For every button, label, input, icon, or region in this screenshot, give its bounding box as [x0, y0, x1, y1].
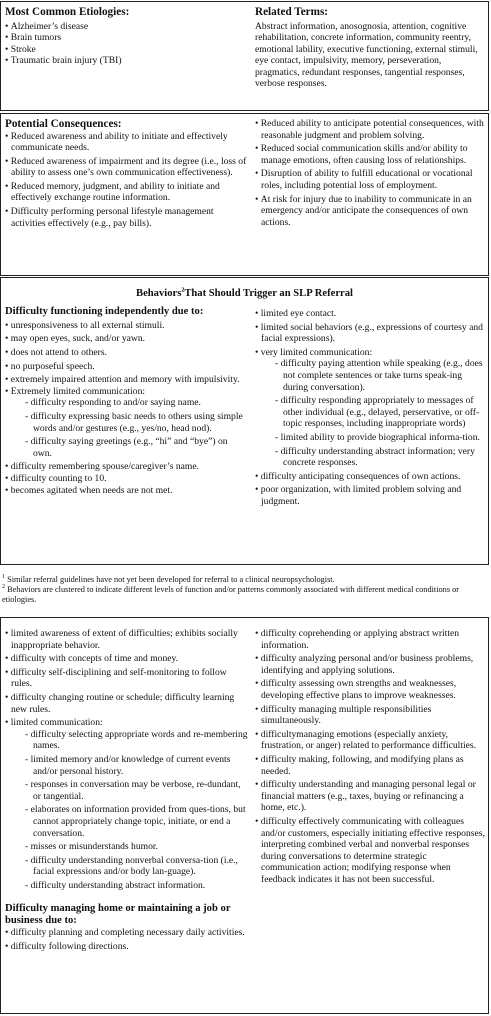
list-item: • difficulty with concepts of time and money. [5, 653, 248, 665]
list-item: • Brain tumors [5, 32, 241, 44]
list-item: • difficulty analyzing personal and/or business problems, identifying and applying solutions. [255, 653, 486, 676]
behaviors-right-column [255, 308, 486, 508]
sub-item: - responses in conversation may be verbose, re-dundant, or tangential. [5, 779, 248, 802]
list-item: • difficulty understanding and managing personal legal or financial matters (e.g., taxes, buying or refinancing a home, etc.). [255, 779, 486, 814]
list-item: • limited communication: [5, 717, 248, 729]
list-item: • At risk for injury due to inability to communicate in an emergency and/or anticipate the consequences of own actions. [255, 194, 485, 229]
list-item: • difficulty changing routine or schedule; difficulty learning new rules. [5, 692, 248, 715]
list-item: • unresponsiveness to all external stimuli. [5, 320, 248, 332]
list-item: • poor organization, with limited problem solving and judgment. [255, 484, 486, 507]
list-item: • Stroke [5, 44, 241, 56]
list-item: • Difficulty performing personal lifestyle management activities effectively (e.g., pay bills). [5, 206, 249, 229]
etiologies-heading: Most Common Etiologies: [5, 6, 130, 18]
sub-item: - difficulty expressing basic needs to others using simple words and/or gestures (e.g., yes/no, head nod). [5, 411, 248, 434]
section-heading-home-job: Difficulty managing home or maintaining a job or business due to: [5, 903, 231, 927]
list-item: • difficulty self-disciplining and self-monitoring to follow rules. [5, 667, 248, 690]
behaviors-box [0, 277, 489, 565]
list-item: • may open eyes, suck, and/or yawn. [5, 333, 248, 345]
list-item: • limited social behaviors (e.g., expressions of courtesy and facial expressions). [255, 322, 486, 345]
sub-item: - difficulty understanding abstract information; very concrete responses. [255, 446, 486, 469]
list-item: • Traumatic brain injury (TBI) [5, 55, 241, 67]
sub-item: - limited memory and/or knowledge of current events and/or personal history. [5, 754, 248, 777]
sub-item: - difficulty paying attention while speaking (e.g., does not complete sentences or take turns speak-ing during conversation). [255, 358, 486, 393]
list-item: • very limited communication: [255, 347, 486, 359]
sub-item: - misses or misunderstands humor. [5, 841, 248, 853]
lower-right-column [255, 628, 486, 885]
related-terms-column [255, 6, 485, 90]
consequences-box [0, 113, 489, 276]
list-item: • limited awareness of extent of difficulties; exhibits socially inappropriate behavior. [5, 628, 248, 651]
related-terms-text: Abstract information, anosognosia, attention, cognitive rehabilitation, concrete information, community reentry, emotional lability, executive functioning, external stimuli, eye contact, impulsivity, memory, perseveration, pragmatics, redundant responses, tangential responses, verbose responses. [255, 20, 478, 90]
list-item: • no purposeful speech. [5, 361, 248, 373]
list-item: • difficulty remembering spouse/caregiver’s name. [5, 461, 248, 473]
footnote-2: $^2$ Behaviors are clustered to indicate different levels of function and/or patterns commonly associated with different medical conditions or etiologies. [2, 584, 460, 605]
list-item: • difficultymanaging emotions (especially anxiety, frustration, or anger) related to performance difficulties. [255, 729, 486, 752]
sub-item: - elaborates on information provided from ques-tions, but cannot appropriately change topic, initiate, or end a conversation. [5, 804, 248, 839]
sub-item: - difficulty responding appropriately to messages of other individual (e.g., delayed, perservative, or off-topic responses, including inappropriate words) [255, 395, 486, 430]
list-item: • Reduced memory, judgment, and ability to initiate and effectively exchange routine information. [5, 181, 249, 204]
list-item: • limited eye contact. [255, 308, 486, 320]
sub-item: - limited ability to provide biographical informa-tion. [255, 432, 486, 444]
behaviors-continued-box [0, 617, 489, 1014]
sub-item: - difficulty responding to and/or saying name. [5, 397, 248, 409]
list-item: • Reduced awareness and ability to initiate and effectively communicate needs. [5, 131, 249, 154]
list-item: • difficulty coprehending or applying abstract written information. [255, 628, 486, 651]
consequences-left-column [5, 118, 249, 229]
list-item: • does not attend to others. [5, 347, 248, 359]
sub-item: - difficulty saying greetings (e.g., “hi” and “bye”) on own. [5, 436, 248, 459]
list-item: • difficulty effectively communicating with colleagues and/or customers, especially initiating effective responses, interpreting combined verbal and nonverbal responses during conversations to determine strategic communication action; modifying response when feedback indicates it has not been successful. [255, 816, 486, 886]
list-item: • Reduced ability to anticipate potential consequences, with reasonable judgment and problem solving. [255, 118, 485, 141]
list-item: • difficulty counting to 10. [5, 473, 248, 485]
behaviors-left-column [5, 306, 248, 496]
footnotes [2, 575, 488, 606]
list-item: • difficulty making, following, and modifying plans as needed. [255, 754, 486, 777]
list-item: • difficulty managing multiple responsibilities simultaneously. [255, 704, 486, 727]
section-heading-independence: Difficulty functioning independently due to: [5, 306, 204, 317]
sub-item: - difficulty selecting appropriate words and re-membering names. [5, 729, 248, 752]
list-item: • difficulty anticipating consequences of own actions. [255, 471, 486, 483]
list-item: • Alzheimer’s disease [5, 21, 241, 33]
list-item: • Extremely limited communication: [5, 386, 248, 398]
list-item: • difficulty assessing own strengths and weaknesses, developing effective plans to improve weaknesses. [255, 678, 486, 701]
etiologies-column [5, 6, 241, 67]
behaviors-title: Behaviors$^2$That Should Trigger an SLP Referral [136, 287, 353, 299]
consequences-right-column [255, 118, 485, 228]
list-item: • Reduced social communication skills and/or ability to manage emotions, often causing loss of relationships. [255, 143, 485, 166]
list-item: • Disruption of ability to fulfill educational or vocational roles, including potential loss of employment. [255, 168, 485, 191]
related-terms-heading: Related Terms: [255, 6, 329, 18]
consequences-heading: Potential Consequences: [5, 118, 122, 130]
lower-left-column [5, 628, 248, 952]
list-item: • difficulty following directions. [5, 941, 248, 953]
etiologies-list [5, 21, 241, 67]
sub-item: - difficulty understanding abstract information. [5, 880, 248, 892]
etiologies-box [0, 1, 489, 111]
footnote-ref: 2 [181, 287, 185, 294]
footnote-1: $^1$ Similar referral guidelines have not yet been developed for referral to a clinical neuropsychologist. [2, 574, 335, 584]
list-item: • extremely impaired attention and memory with impulsivity. [5, 374, 248, 386]
list-item: • difficulty planning and completing necessary daily activities. [5, 927, 248, 939]
list-item: • becomes agitated when needs are not met. [5, 485, 248, 497]
list-item: • Reduced awareness of impairment and its degree (i.e., loss of ability to assess one’s own communication effectiveness). [5, 156, 249, 179]
sub-item: - difficulty understanding nonverbal conversa-tion (i.e., facial expressions and/or body lan-guage). [5, 855, 248, 878]
